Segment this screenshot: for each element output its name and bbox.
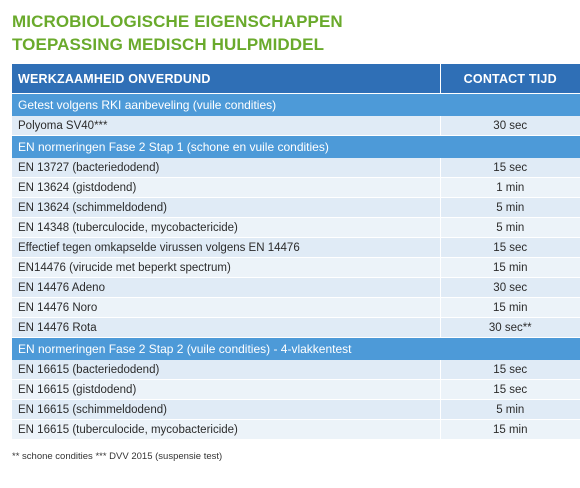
test-name-cell: EN 16615 (gistdodend) <box>12 380 440 400</box>
contact-time-cell: 5 min <box>440 400 580 420</box>
properties-table <box>12 64 580 440</box>
test-name-cell: EN 13727 (bacteriedodend) <box>12 158 440 178</box>
contact-time-cell: 30 sec <box>440 278 580 298</box>
contact-time-cell: 15 sec <box>440 158 580 178</box>
table-row <box>12 158 580 178</box>
contact-time-cell: 30 sec <box>440 116 580 136</box>
contact-time-cell: 15 sec <box>440 380 580 400</box>
contact-time-cell: 15 min <box>440 258 580 278</box>
section-title: EN normeringen Fase 2 Stap 2 (vuile condities) - 4-vlakkentest <box>12 338 580 361</box>
header-effectiveness: WERKZAAMHEID ONVERDUND <box>12 64 440 94</box>
contact-time-cell: 30 sec** <box>440 318 580 338</box>
contact-time-cell: 15 sec <box>440 360 580 380</box>
table-row <box>12 360 580 380</box>
contact-time-cell: 1 min <box>440 178 580 198</box>
table-row <box>12 400 580 420</box>
test-name-cell: Polyoma SV40*** <box>12 116 440 136</box>
section-row <box>12 136 580 159</box>
test-name-cell: EN 14348 (tuberculocide, mycobactericide) <box>12 218 440 238</box>
contact-time-cell: 15 min <box>440 298 580 318</box>
header-contact-time: CONTACT TIJD <box>440 64 580 94</box>
table-body <box>12 94 580 440</box>
test-name-cell: EN 16615 (schimmeldodend) <box>12 400 440 420</box>
table-row <box>12 198 580 218</box>
footnote: ** schone condities *** DVV 2015 (suspensie test) <box>12 451 223 462</box>
table-row <box>12 218 580 238</box>
titles <box>12 10 343 56</box>
test-name-cell: EN14476 (virucide met beperkt spectrum) <box>12 258 440 278</box>
table-row <box>12 380 580 400</box>
title-line-1: MICROBIOLOGISCHE EIGENSCHAPPEN <box>12 12 343 31</box>
table-row <box>12 258 580 278</box>
test-name-cell: EN 16615 (bacteriedodend) <box>12 360 440 380</box>
table-header-row <box>12 64 580 94</box>
table-row <box>12 318 580 338</box>
contact-time-cell: 5 min <box>440 218 580 238</box>
contact-time-cell: 15 min <box>440 420 580 440</box>
section-title: Getest volgens RKI aanbeveling (vuile condities) <box>12 94 580 117</box>
test-name-cell: EN 13624 (gistdodend) <box>12 178 440 198</box>
test-name-cell: EN 14476 Noro <box>12 298 440 318</box>
section-row <box>12 94 580 117</box>
table-row <box>12 238 580 258</box>
table-row <box>12 298 580 318</box>
test-name-cell: EN 13624 (schimmeldodend) <box>12 198 440 218</box>
test-name-cell: EN 14476 Rota <box>12 318 440 338</box>
contact-time-cell: 5 min <box>440 198 580 218</box>
test-name-cell: EN 14476 Adeno <box>12 278 440 298</box>
test-name-cell: EN 16615 (tuberculocide, mycobactericide) <box>12 420 440 440</box>
test-name-cell: Effectief tegen omkapselde virussen volgens EN 14476 <box>12 238 440 258</box>
table-row <box>12 178 580 198</box>
table-row <box>12 116 580 136</box>
table-row <box>12 278 580 298</box>
title-line-2: TOEPASSING MEDISCH HULPMIDDEL <box>12 35 325 54</box>
section-title: EN normeringen Fase 2 Stap 1 (schone en vuile condities) <box>12 136 580 159</box>
table-row <box>12 420 580 440</box>
section-row <box>12 338 580 361</box>
contact-time-cell: 15 sec <box>440 238 580 258</box>
